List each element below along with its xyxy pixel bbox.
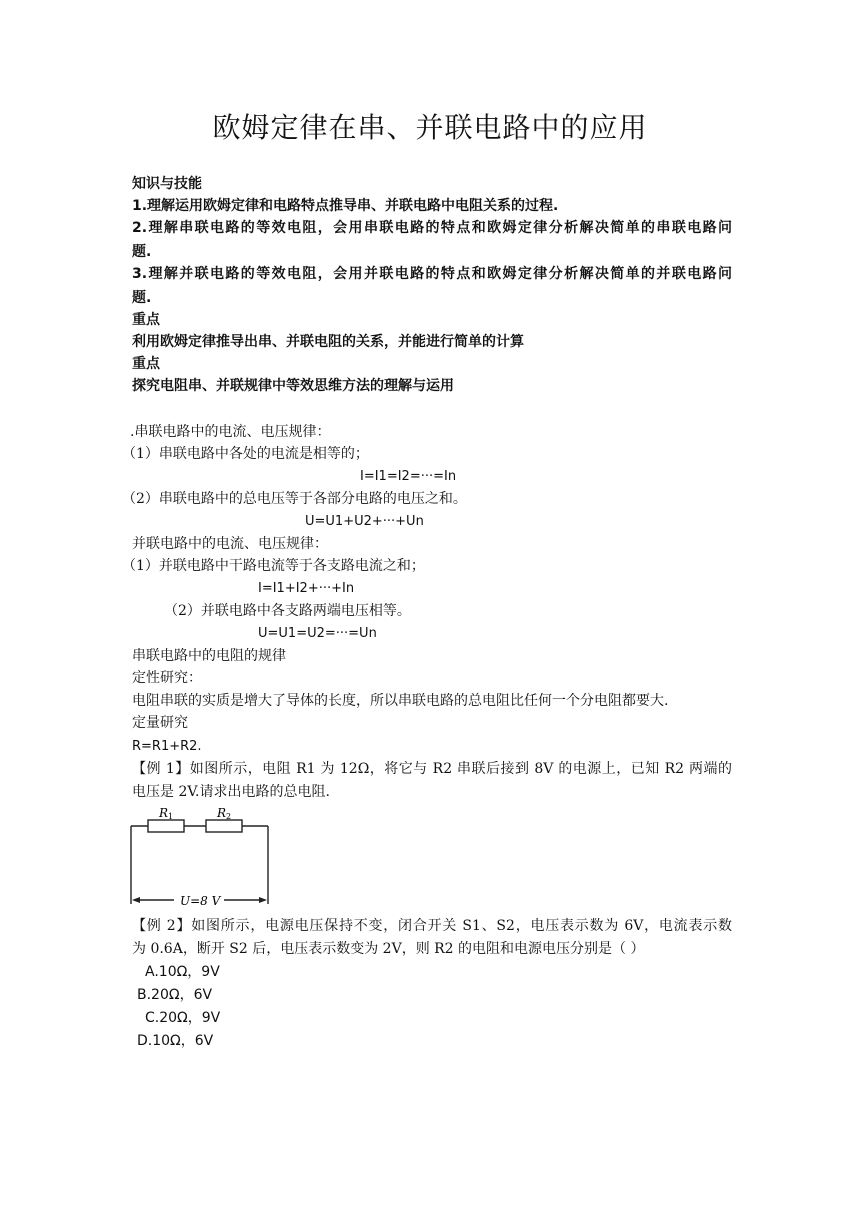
series-rule-1: （1）串联电路中各处的电流是相等的； xyxy=(122,446,369,462)
label-r2: R2 xyxy=(217,806,232,821)
example-2-line-2: 为 0.6A，断开 S2 后，电压表示数变为 2V，则 R2 的电阻和电源电压分别是（ ） xyxy=(132,941,645,957)
objective-item-1: 1.理解运用欧姆定律和电路特点推导串、并联电路中电阻关系的过程. xyxy=(132,198,559,214)
objectives-heading: 知识与技能 xyxy=(132,176,202,192)
objective-item-3: 3.理解并联电路的等效电阻，会用并联电路的特点和欧姆定律分析解决简单的并联电路问 xyxy=(132,266,732,282)
series-circuit-diagram xyxy=(128,804,276,912)
arrow-right-icon xyxy=(259,897,267,903)
parallel-rules-heading: 并联电路中的电流、电压规律： xyxy=(132,536,328,552)
quantitative-formula: R=R1+R2. xyxy=(132,739,202,754)
series-rules-heading: .串联电路中的电流、电压规律： xyxy=(130,424,331,440)
option-a: A.10Ω，9V xyxy=(145,964,220,980)
option-d: D.10Ω，6V xyxy=(137,1033,214,1049)
series-current-formula: I=I1=I2=···=In xyxy=(360,469,457,484)
parallel-rule-2: （2）并联电路中各支路两端电压相等。 xyxy=(164,603,411,619)
qualitative-text: 电阻串联的实质是增大了导体的长度，所以串联电路的总电阻比任何一个分电阻都要大. xyxy=(132,693,669,709)
objective-item-2-cont: 题. xyxy=(132,244,152,260)
parallel-current-formula: I=I1+I2+···+In xyxy=(258,581,355,596)
objective-item-2: 2.理解串联电路的等效电阻，会用串联电路的特点和欧姆定律分析解决简单的串联电路问 xyxy=(132,220,732,236)
parallel-rule-1: （1）并联电路中干路电流等于各支路电流之和； xyxy=(122,558,425,574)
key-point-heading: 重点 xyxy=(132,312,160,328)
example-1-line-1: 【例 1】如图所示，电阻 R1 为 12Ω，将它与 R2 串联后接到 8V 的电源上，已知 R2 两端的 xyxy=(132,761,732,777)
series-rule-2: （2）串联电路中的总电压等于各部分电路的电压之和。 xyxy=(122,491,467,507)
arrow-left-icon xyxy=(132,897,140,903)
quantitative-heading: 定量研究 xyxy=(132,715,188,731)
key-point-text: 利用欧姆定律推导出串、并联电阻的关系，并能进行简单的计算 xyxy=(132,334,524,350)
resistor-r1-symbol xyxy=(148,820,184,832)
example-2-line-1: 【例 2】如图所示，电源电压保持不变，闭合开关 S1、S2，电压表示数为 6V，电流表示数 xyxy=(132,918,732,934)
label-voltage: U=8 V xyxy=(180,894,221,908)
series-voltage-formula: U=U1+U2+···+Un xyxy=(305,514,424,529)
page-title: 欧姆定律在串、并联电路中的应用 xyxy=(212,111,648,144)
option-c: C.20Ω，9V xyxy=(145,1010,221,1026)
difficulty-heading: 重点 xyxy=(132,356,160,372)
qualitative-heading: 定性研究： xyxy=(132,670,202,686)
difficulty-text: 探究电阻串、并联规律中等效思维方法的理解与运用 xyxy=(132,378,454,394)
label-r1: R1 xyxy=(159,806,174,821)
option-b: B.20Ω，6V xyxy=(137,987,213,1003)
resistance-rules-heading: 串联电路中的电阻的规律 xyxy=(132,648,286,664)
example-1-line-2: 电压是 2V.请求出电路的总电阻. xyxy=(132,784,330,800)
objective-item-3-cont: 题. xyxy=(132,290,152,306)
parallel-voltage-formula: U=U1=U2=···=Un xyxy=(258,626,377,641)
resistor-r2-symbol xyxy=(206,820,242,832)
